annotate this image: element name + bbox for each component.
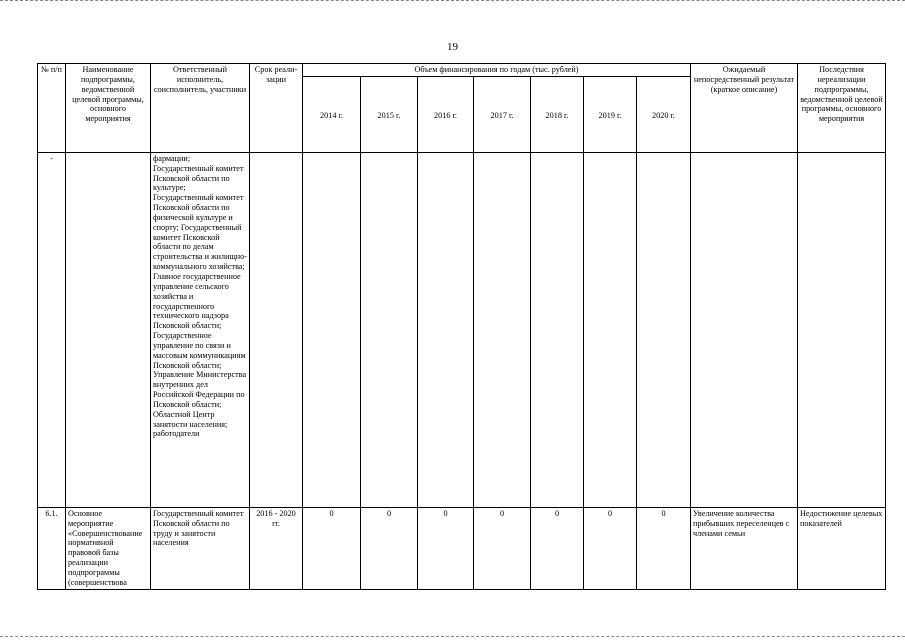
header-year: 2014 г. [303,76,361,152]
row-name [66,152,151,507]
header-financing: Объем финансирования по годам (тыс. рублей) [303,64,691,77]
row-value: 0 [531,507,584,589]
header-year: 2016 г. [418,76,474,152]
page-number: 19 [447,41,458,53]
program-table [37,63,886,590]
header-year: 2019 г. [584,76,637,152]
table-row [38,507,886,589]
row-responsible: Государственный комитет Псковской области по труду и занятости населения [151,507,250,589]
row-value: 0 [584,507,637,589]
header-expected: Ожидаемый непосредственный результат (краткое описание) [691,64,798,153]
row-expected [691,152,798,507]
header-year: 2017 г. [474,76,531,152]
row-num: 6.1. [38,507,66,589]
row-value [418,152,474,507]
row-value [303,152,361,507]
bottom-scan-edge [0,636,905,637]
row-expected: Увеличение количества прибывших переселенцев с членами семьи [691,507,798,589]
header-year: 2020 г. [637,76,691,152]
header-year: 2018 г. [531,76,584,152]
row-name: Основное мероприятие «Совершенствование нормативной правовой базы реализации подпрограммы (совершенствова [66,507,151,589]
row-term [250,152,303,507]
row-value: 0 [474,507,531,589]
header-term: Срок реали-зации [250,64,303,153]
header-year: 2015 г. [361,76,418,152]
header-row [38,64,886,77]
row-term: 2016 - 2020 гг. [250,507,303,589]
row-value [474,152,531,507]
header-num: № п/п [38,64,66,153]
row-responsible: фармации; Государственный комитет Псковской области по культуре; Государственный комитет Псковской области по физической культуре и спорту; Государственный комитет Псковской области по делам строительства и жилищно-коммунального хозяйства; Главное государственное управление сельского хозяйства и государственного технического надзора Псковской области; Государственное управление по связи и массовым коммуникациям Псковской области; Управление Министерства внутренних дел Российской Федерации по Псковской области; Областной Центр занятости населения; работодатели [151,152,250,507]
table-row [38,152,886,507]
row-value: 0 [361,507,418,589]
row-value: 0 [637,507,691,589]
row-value [531,152,584,507]
header-name: Наименование подпрограммы, ведомственной целевой программы, основного мероприятия [66,64,151,153]
row-consequences [798,152,886,507]
row-value: 0 [418,507,474,589]
row-consequences: Недостижение целевых показателей [798,507,886,589]
row-value [361,152,418,507]
row-value: 0 [303,507,361,589]
row-num: - [38,152,66,507]
top-scan-edge [0,0,905,3]
row-value [584,152,637,507]
header-consequences: Последствия нереализации подпрограммы, ведомственной целевой программы, основного мероприятия [798,64,886,153]
row-value [637,152,691,507]
header-responsible: Ответственный исполнитель, соисполнитель, участники [151,64,250,153]
